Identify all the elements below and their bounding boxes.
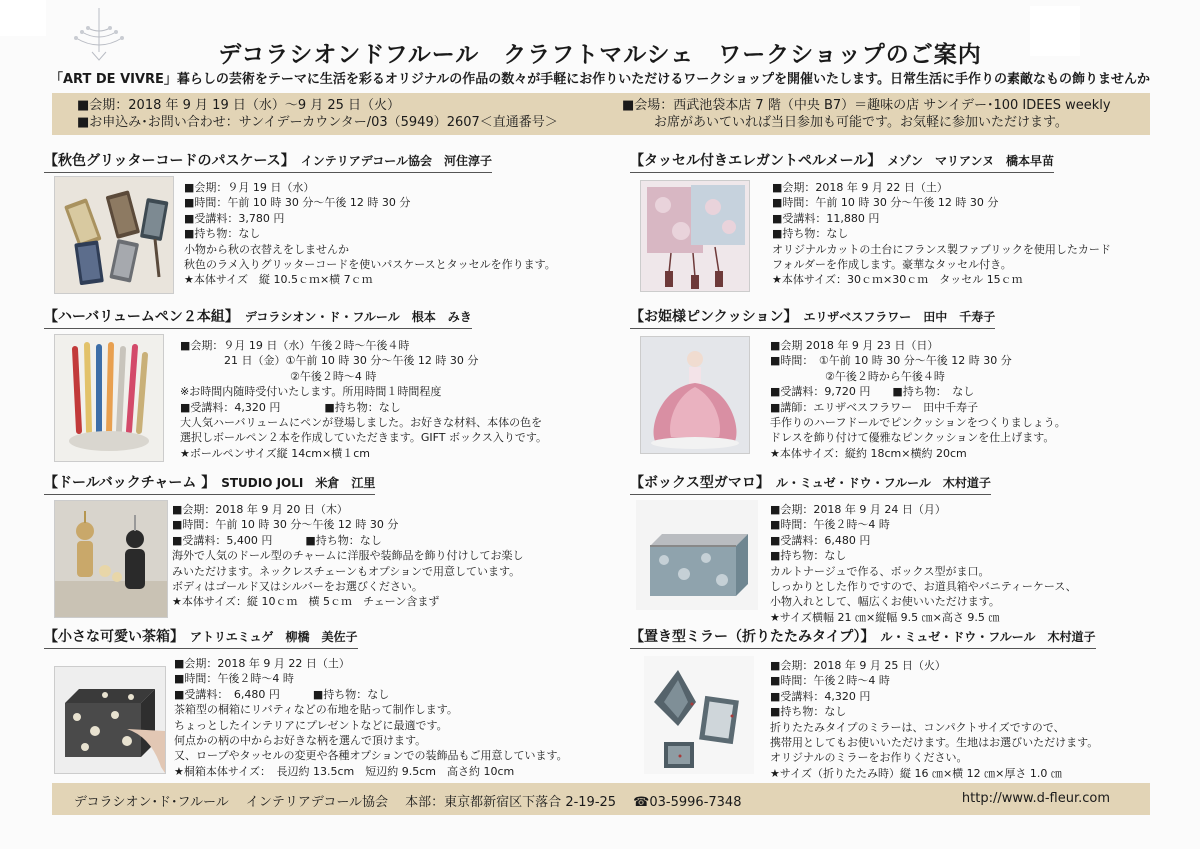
workshop-heading — [44, 306, 472, 329]
detail-line: 携帯用としてもお使いいただけます。生地はお選びいただけます。 — [770, 735, 1099, 749]
workshop-details — [172, 502, 523, 610]
workshop-card — [630, 472, 1170, 624]
workshop-details — [770, 502, 1077, 625]
detail-line: ■会期：９月 19 日（水） — [184, 181, 315, 194]
detail-line: ★本体サイズ：縦約 18cm×横約 20cm — [770, 446, 967, 460]
workshop-title: 【ハーバリュームペン２本組】 — [44, 309, 239, 325]
detail-line: オリジナルのミラーをお作りください。 — [770, 751, 968, 765]
detail-line: 海外で人気のドール型のチャームに洋服や装飾品を飾り付けしてお楽し — [172, 549, 524, 563]
workshop-heading — [630, 472, 991, 495]
detail-line: ■持ち物：なし — [772, 227, 849, 241]
workshop-photo — [636, 500, 758, 610]
detail-line: ■会期 2018 年 9 月 23 日（日） — [770, 339, 939, 352]
workshop-heading — [44, 626, 358, 649]
detail-line: ■受講料：9,720 円 ■持ち物： なし — [770, 385, 975, 399]
detail-line: ■時間：午後２時～4 時 — [770, 518, 890, 532]
workshop-heading — [44, 150, 492, 173]
detail-line: 秋色のラメ入りグリッターコードを使いパスケースとタッセルを作ります。 — [184, 257, 556, 271]
workshop-heading — [630, 150, 1054, 173]
detail-line: ■会期：2018 年 9 月 25 日（火） — [770, 659, 946, 672]
detail-line: ★本体サイズ：縦 10ｃｍ 横 5ｃｍ チェーン含まず — [172, 595, 440, 609]
workshop-photo — [644, 656, 754, 774]
detail-line: ※お時間内随時受付いたします。所用時間１時間程度 — [180, 385, 442, 399]
workshop-heading — [630, 626, 1096, 649]
detail-line: 何点かの柄の中からお好きな柄を選んで頂けます。 — [174, 733, 427, 747]
detail-line: ★本体サイズ 縦 10.5ｃｍ×横 7ｃｍ — [184, 273, 373, 287]
workshop-card — [630, 150, 1170, 295]
footer-contact: デコラシオン･ド･フルール インテリアデコール協会 本部：東京都新宿区下落合 2-19-25 ☎03-5996-7348 — [74, 795, 742, 810]
detail-line: ■時間：午前 10 時 30 分～午後 12 時 30 分 — [772, 196, 999, 210]
detail-line: ★本体サイズ：30ｃｍ×30ｃｍ タッセル 15ｃｍ — [772, 273, 1023, 287]
workshop-instructor: STUDIO JOLI 米倉 江里 — [221, 476, 376, 490]
workshop-card — [44, 626, 624, 776]
detail-line: オリジナルカットの土台にフランス製ファブリックを使用したカード — [772, 242, 1111, 256]
detail-line: 大人気ハーバリュームにペンが登場しました。お好きな材料、本体の色を — [180, 415, 543, 429]
detail-line: ■時間：午前 10 時 30 分～午後 12 時 30 分 — [184, 196, 411, 210]
workshop-card — [44, 306, 604, 466]
workshop-instructor: ル・ミュゼ・ドウ・フルール 木村道子 — [775, 476, 991, 490]
info-left — [77, 97, 558, 131]
detail-line: ★桐箱本体サイズ： 長辺約 13.5cm 短辺約 9.5cm 高さ約 10cm — [174, 764, 515, 778]
workshop-details — [184, 180, 556, 288]
event-venue: ■会場：西武池袋本店 7 階（中央 B7）＝趣味の店 サンイデー･100 IDEES weekly — [622, 98, 1111, 113]
detail-line: ■会期：2018 年 9 月 20 日（木） — [172, 503, 348, 516]
detail-line: フォルダーを作成します。豪華なタッセル付き。 — [772, 257, 1012, 271]
workshop-title: 【置き型ミラー（折りたたみタイプ）】 — [630, 629, 875, 645]
page-subtitle: 「ART DE VIVRE」暮らしの芸術をテーマに生活を彩るオリジナルの作品の数々が手軽にお作りいただけるワークショップを開催いたします。日常生活に手作りの素敵なもの飾りませんか — [50, 72, 1150, 87]
detail-line: ■受講料：4,320 円 — [770, 689, 871, 703]
workshop-details — [770, 338, 1066, 461]
detail-line: ■受講料：4,320 円 ■持ち物：なし — [180, 400, 401, 414]
workshop-photo — [640, 336, 750, 454]
workshop-details — [174, 656, 568, 779]
workshop-details — [180, 338, 547, 461]
workshop-instructor: インテリアデコール協会 河住淳子 — [300, 154, 493, 168]
detail-line: ■会期：2018 年 9 月 22 日（土） — [772, 181, 948, 194]
detail-line: ■受講料： 6,480 円 ■持ち物：なし — [174, 687, 390, 701]
detail-line: 折りたたみタイプのミラーは、コンパクトサイズですので、 — [770, 720, 1065, 734]
workshop-instructor: メゾン マリアンヌ 橋本早苗 — [887, 154, 1054, 168]
workshop-card — [44, 472, 604, 620]
detail-line: ②午後２時から午後４時 — [770, 369, 945, 383]
detail-line: ■時間：午後２時～4 時 — [770, 674, 890, 688]
workshop-instructor: デコラシオン・ド・フルール 根本 みき — [244, 310, 472, 324]
workshop-instructor: エリザベスフラワー 田中 千寿子 — [803, 310, 996, 324]
workshop-title: 【お姫様ピンクッション】 — [630, 309, 798, 325]
event-info-band — [52, 93, 1150, 135]
workshop-title: 【ボックス型ガマロ】 — [630, 475, 770, 491]
detail-line: ★サイズ横幅 21 ㎝×縦幅 9.5 ㎝×高さ 9.5 ㎝ — [770, 610, 1000, 624]
detail-line: しっかりとした作りですので、お道具箱やバニティーケース、 — [770, 579, 1077, 593]
workshop-card — [630, 306, 1170, 466]
workshop-details — [772, 180, 1111, 288]
event-walkin: お席があいていれば当日参加も可能です。お気軽に参加いただけます。 — [654, 115, 1068, 130]
detail-line: ■受講料：11,880 円 — [772, 211, 880, 225]
workshop-photo — [54, 666, 166, 774]
workshop-photo — [640, 180, 750, 292]
detail-line: 選択しボールペン２本を作成していただきます。GIFT ボックス入りです。 — [180, 431, 548, 445]
detail-line: ■受講料：6,480 円 — [770, 533, 871, 547]
detail-line: ■受講料：3,780 円 — [184, 211, 285, 225]
footer-url-link[interactable]: http://www.d-fleur.com — [961, 791, 1110, 806]
detail-line: ドレスを飾り付けて優雅なピンクッションを仕上げます。 — [770, 431, 1055, 445]
detail-line: ■講師：エリザベスフラワー 田中千寿子 — [770, 400, 979, 414]
workshop-title: 【秋色グリッターコードのパスケース】 — [44, 153, 295, 169]
detail-line: ■時間： ①午前 10 時 30 分～午後 12 時 30 分 — [770, 354, 1012, 368]
workshop-title: 【ドールバックチャーム 】 — [44, 475, 216, 491]
detail-line: ■会期：2018 年 9 月 22 日（土） — [174, 657, 350, 670]
workshop-instructor: ル・ミュゼ・ドウ・フルール 木村道子 — [880, 630, 1096, 644]
workshop-photo — [54, 176, 174, 294]
detail-line: 茶箱型の桐箱にリバティなどの布地を貼って制作します。 — [174, 703, 458, 717]
detail-line: ■持ち物：なし — [770, 549, 847, 563]
detail-line: ★ボールペンサイズ縦 14cm×横１cm — [180, 446, 370, 460]
detail-line: ■持ち物：なし — [184, 227, 261, 241]
event-period: ■会期：2018 年 9 月 19 日（水）～9 月 25 日（火） — [77, 98, 401, 113]
workshop-title: 【タッセル付きエレガントペルメール】 — [630, 153, 882, 169]
workshop-card — [630, 626, 1170, 780]
detail-line: 小物から秋の衣替えをしませんか — [184, 242, 349, 256]
workshop-title: 【小さな可愛い茶箱】 — [44, 629, 184, 645]
detail-line: カルトナージュで作る、ボックス型がま口。 — [770, 564, 990, 578]
workshop-card — [44, 150, 604, 295]
workshop-heading — [44, 472, 375, 495]
detail-line: 又、ロープやタッセルの変更や各種オプションでの装飾品もご用意しています。 — [174, 749, 568, 763]
scan-mark — [0, 0, 46, 36]
detail-line: ボディはゴールド又はシルバーをお選びください。 — [172, 579, 423, 593]
page-title: デコラシオンドフルール クラフトマルシェ ワークショップのご案内 — [218, 42, 982, 68]
detail-line: ■持ち物：なし — [770, 705, 847, 719]
workshop-photo — [54, 500, 168, 618]
detail-line: みいただけます。ネックレスチェーンもオプションで用意しています。 — [172, 564, 521, 578]
detail-line: 小物入れとして、幅広くお使いいただけます。 — [770, 595, 1000, 609]
detail-line: ちょっとしたインテリアにプレゼントなどに最適です。 — [174, 718, 448, 732]
workshop-heading — [630, 306, 995, 329]
workshop-photo — [54, 334, 164, 462]
detail-line: ■時間：午後２時～4 時 — [174, 672, 294, 686]
detail-line: ★サイズ（折りたたみ時）縦 16 ㎝×横 12 ㎝×厚さ 1.0 ㎝ — [770, 766, 1062, 780]
detail-line: ■会期：2018 年 9 月 24 日（月） — [770, 503, 946, 516]
workshop-details — [770, 658, 1098, 781]
detail-line: ■受講料：5,400 円 ■持ち物：なし — [172, 533, 382, 547]
detail-line: ■会期：９月 19 日（水）午後２時～午後４時 — [180, 339, 410, 352]
detail-line: 手作りのハーフドールでピンクッションをつくりましょう。 — [770, 415, 1066, 429]
detail-line: ②午後２時～4 時 — [180, 369, 377, 383]
detail-line: ■時間：午前 10 時 30 分～午後 12 時 30 分 — [172, 518, 399, 532]
info-right — [622, 97, 1111, 131]
workshop-instructor: アトリエミュゲ 柳橋 美佐子 — [190, 630, 358, 644]
event-contact: ■お申込み･お問い合わせ：サンイデーカウンター/03（5949）2607＜直通番号＞ — [77, 115, 558, 130]
footer-band — [52, 783, 1150, 815]
detail-line: 21 日（金）①午前 10 時 30 分～午後 12 時 30 分 — [180, 354, 479, 368]
